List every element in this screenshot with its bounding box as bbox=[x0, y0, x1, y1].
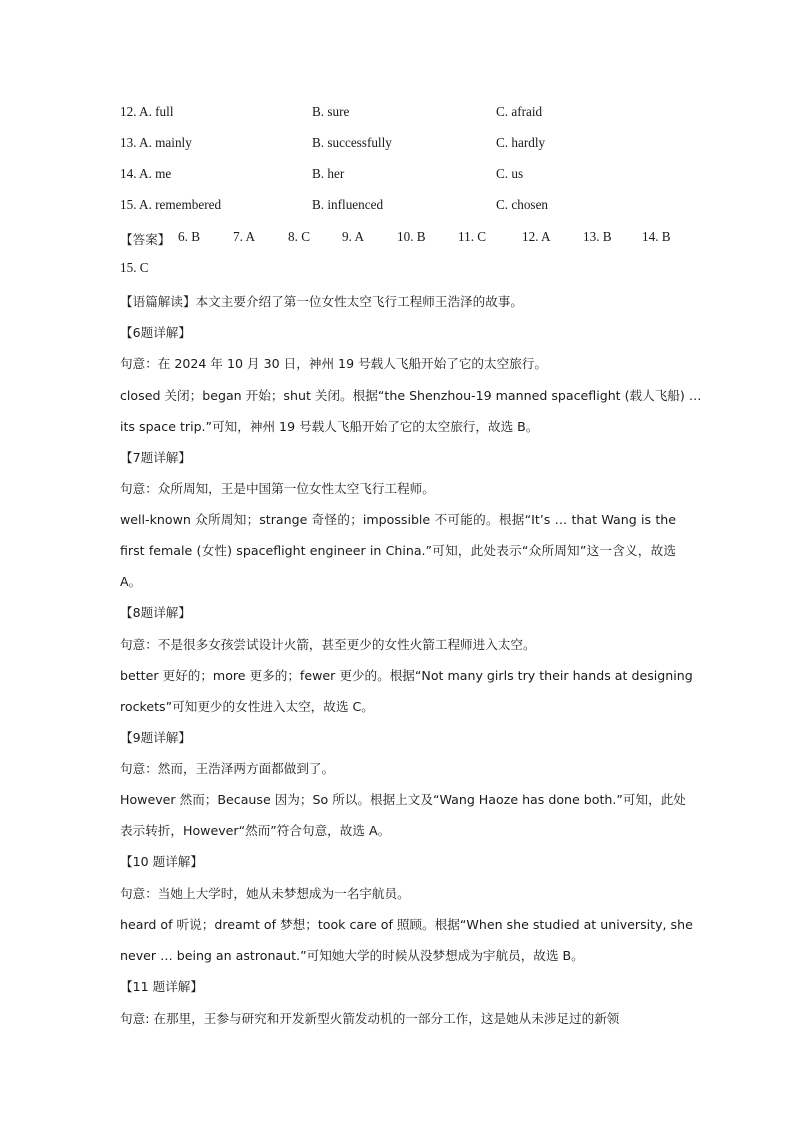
answer-item: 13. B bbox=[583, 229, 612, 244]
answer-item: 14. B bbox=[642, 229, 671, 244]
option-c: C. afraid bbox=[496, 104, 543, 119]
option-c: C. chosen bbox=[496, 197, 549, 212]
explanation-line: first female (女性) spaceflight engineer in China.”可知，此处表示“众所周知”这一含义，故选 bbox=[120, 543, 676, 558]
option-a: 13. A. mainly bbox=[120, 135, 192, 150]
explanation-line: better 更好的；more 更多的；fewer 更少的。根据“Not many girls try their hands at designing bbox=[120, 668, 693, 683]
section-heading-q7: 【7题详解】 bbox=[120, 450, 191, 465]
passage-summary: 【语篇解读】本文主要介绍了第一位女性太空飞行工程师王浩泽的故事。 bbox=[120, 294, 523, 309]
answer-item: 7. A bbox=[233, 229, 255, 244]
explanation-line: never … being an astronaut.”可知她大学的时候从没梦想成为宇航员，故选 B。 bbox=[120, 948, 584, 963]
section-heading-q9: 【9题详解】 bbox=[120, 730, 191, 745]
explanation-line: its space trip.”可知，神州 19 号载人飞船开始了它的太空旅行，故选 B。 bbox=[120, 419, 539, 434]
section-heading-q10: 【10 题详解】 bbox=[120, 854, 203, 869]
option-a: 12. A. full bbox=[120, 104, 174, 119]
sentence-meaning: 句意: 在那里，王参与研究和开发新型火箭发动机的一部分工作，这是她从未涉足过的新领 bbox=[120, 1011, 620, 1026]
options-row-13 bbox=[120, 135, 680, 155]
sentence-meaning: 句意：当她上大学时，她从未梦想成为一名宇航员。 bbox=[120, 886, 410, 901]
option-c: C. us bbox=[496, 166, 524, 181]
sentence-meaning: 句意：不是很多女孩尝试设计火箭，甚至更少的女性火箭工程师进入太空。 bbox=[120, 637, 536, 652]
sentence-meaning: 句意：然而，王浩泽两方面都做到了。 bbox=[120, 761, 335, 776]
explanation-line: However 然而；Because 因为；So 所以。根据上文及“Wang Haoze has done both.”可知，此处 bbox=[120, 792, 686, 807]
options-row-12 bbox=[120, 104, 680, 124]
option-b: B. influenced bbox=[312, 197, 384, 212]
sentence-meaning: 句意：在 2024 年 10 月 30 日，神州 19 号载人飞船开始了它的太空旅行。 bbox=[120, 356, 547, 371]
answer-key bbox=[120, 229, 676, 249]
answer-item: 12. A bbox=[522, 229, 551, 244]
answer-item: 8. C bbox=[288, 229, 310, 244]
answer-item: 10. B bbox=[397, 229, 426, 244]
answer-item: 9. A bbox=[342, 229, 364, 244]
sentence-meaning: 句意：众所周知，王是中国第一位女性太空飞行工程师。 bbox=[120, 481, 435, 496]
section-heading-q11: 【11 题详解】 bbox=[120, 979, 203, 994]
explanation-line: well-known 众所周知；strange 奇怪的；impossible 不可能的。根据“It’s … that Wang is the bbox=[120, 512, 676, 527]
explanation-line: A。 bbox=[120, 574, 142, 589]
options-row-14 bbox=[120, 166, 680, 186]
explanation-line: 表示转折，However“然而”符合句意，故选 A。 bbox=[120, 823, 391, 838]
option-a: 14. A. me bbox=[120, 166, 172, 181]
option-b: B. sure bbox=[312, 104, 350, 119]
answer-item-last: 15. C bbox=[120, 260, 149, 275]
explanation-line: rockets”可知更少的女性进入太空，故选 C。 bbox=[120, 699, 374, 714]
option-c: C. hardly bbox=[496, 135, 546, 150]
option-b: B. her bbox=[312, 166, 345, 181]
explanation-line: heard of 听说；dreamt of 梦想；took care of 照顾。根据“When she studied at university, she bbox=[120, 917, 693, 932]
answer-item: 6. B bbox=[178, 229, 200, 244]
option-b: B. successfully bbox=[312, 135, 392, 150]
options-row-15 bbox=[120, 197, 680, 217]
explanation-line: closed 关闭；began 开始；shut 关闭。根据“the Shenzhou-19 manned spaceflight (载人飞船) … bbox=[120, 388, 702, 403]
option-a: 15. A. remembered bbox=[120, 197, 222, 212]
section-heading-q6: 【6题详解】 bbox=[120, 325, 191, 340]
section-heading-q8: 【8题详解】 bbox=[120, 605, 191, 620]
answer-item: 11. C bbox=[458, 229, 487, 244]
answer-label: 【答案】 bbox=[120, 232, 171, 247]
